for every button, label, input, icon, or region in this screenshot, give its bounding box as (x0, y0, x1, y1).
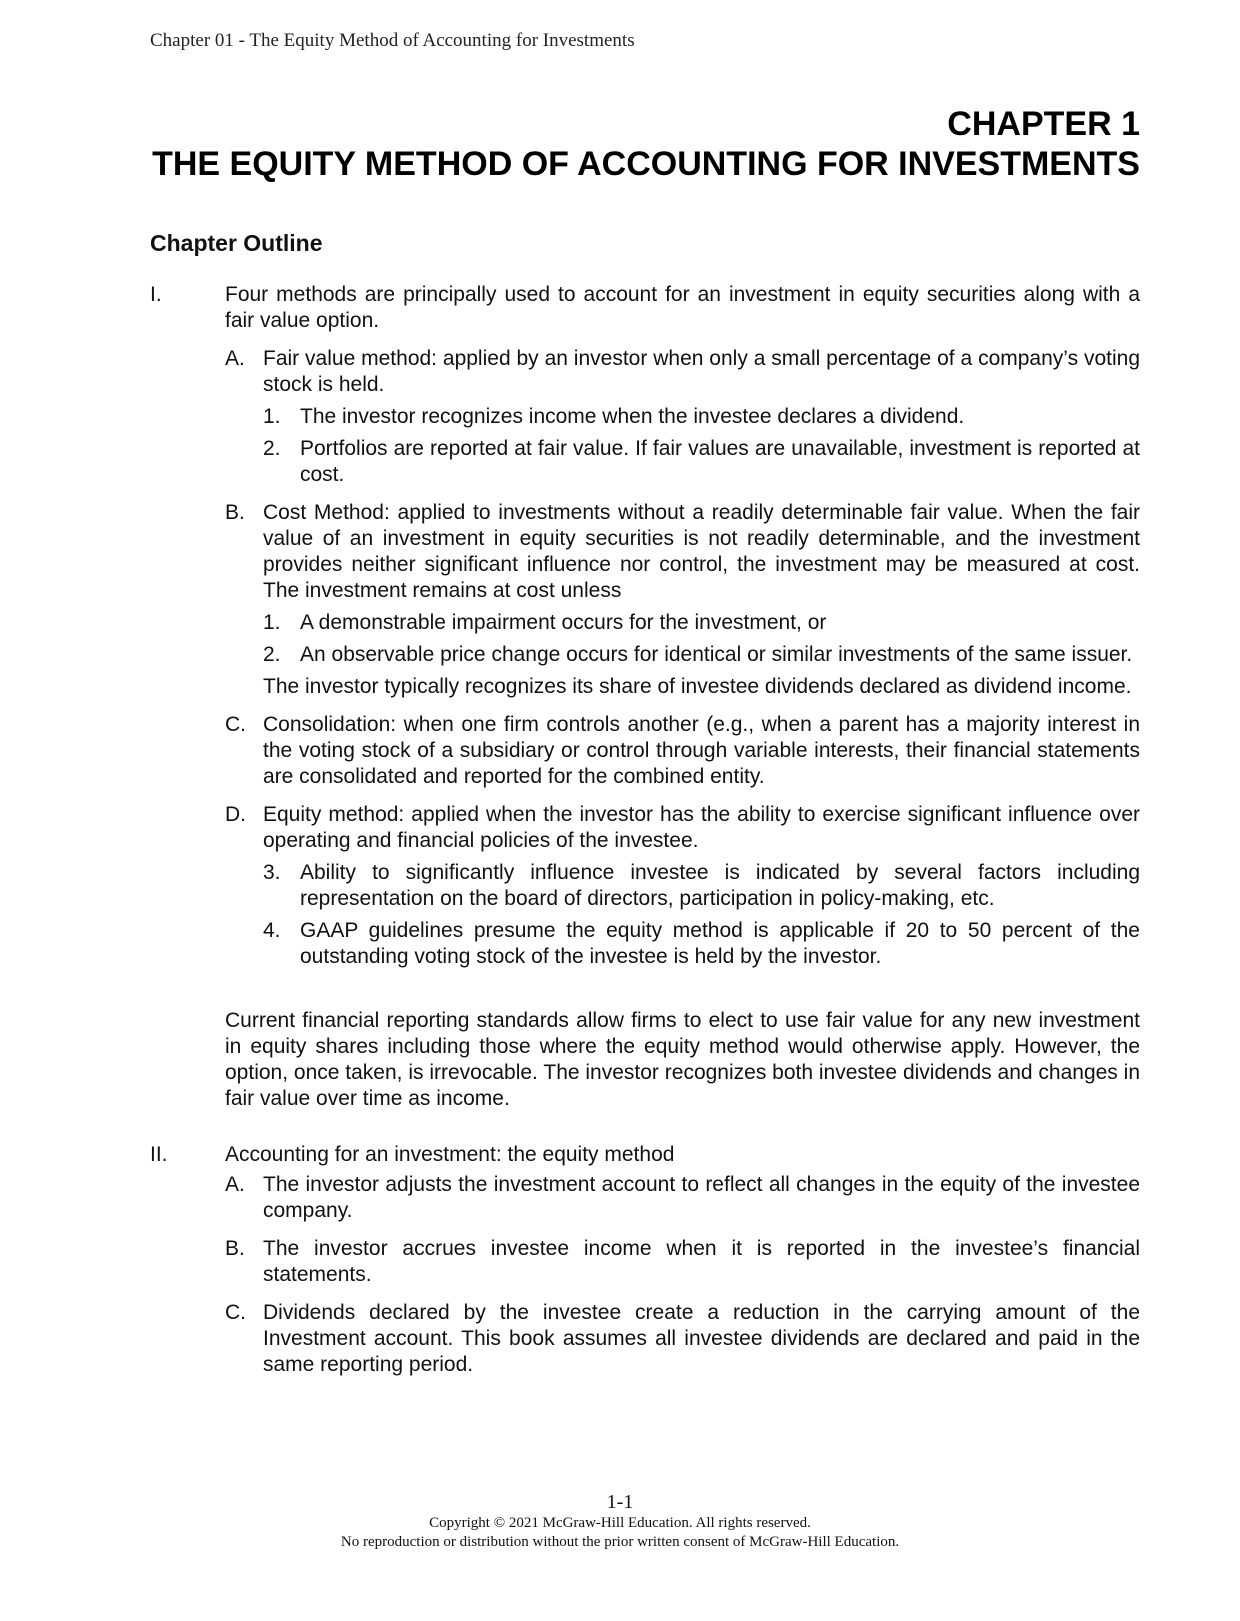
outline-item-1a (150, 346, 1140, 398)
section-1-closing: Current financial reporting standards allow firms to elect to use fair value for any new investment in equity shares including those where the equity method would otherwise apply. However, the option, once taken, is irrevocable. The investor recognizes both investee dividends and changes in fair value over time as income. (225, 1009, 1140, 1110)
page-footer (0, 1490, 1240, 1552)
subitem-text: An observable price change occurs for identical or similar investments of the same issuer. (300, 643, 1133, 666)
item-text: The investor adjusts the investment account to reflect all changes in the equity of the investee company. (263, 1173, 1140, 1222)
subitem-text: The investor recognizes income when the investee declares a dividend. (300, 405, 965, 428)
chapter-number: CHAPTER 1 (947, 105, 1140, 143)
outline-item-2c (150, 1300, 1140, 1378)
subitem-marker: 1. (263, 611, 281, 634)
outline-section-1 (150, 282, 1140, 334)
page-number: 1-1 (606, 1491, 634, 1513)
item-text: Fair value method: applied by an investor when only a small percentage of a company’s voting stock is held. (263, 347, 1140, 396)
item-marker: A. (225, 1173, 245, 1196)
subitem-marker: 2. (263, 643, 281, 666)
item-marker: A. (225, 347, 245, 370)
subitem-marker: 4. (263, 919, 281, 942)
item-marker: B. (225, 1237, 245, 1260)
reproduction-notice: No reproduction or distribution without the prior written consent of McGraw-Hill Education. (340, 1534, 900, 1550)
subitem-text: A demonstrable impairment occurs for the investment, or (300, 611, 827, 634)
outline-subitem (150, 642, 1140, 668)
outline-subitem (150, 610, 1140, 636)
outline-item-2a (150, 1172, 1140, 1224)
item-text: The investor accrues investee income when it is reported in the investee’s financial statements. (263, 1237, 1140, 1286)
item-marker: C. (225, 713, 246, 736)
outline-section-2 (150, 1142, 1140, 1168)
item-text: Dividends declared by the investee create a reduction in the carrying amount of the Investment account. This book assumes all investee dividends are declared and paid in the same reporting period. (263, 1301, 1140, 1376)
running-header: Chapter 01 - The Equity Method of Accounting for Investments (150, 30, 635, 51)
section-text: Four methods are principally used to account for an investment in equity securities along with a fair value option. (225, 283, 1140, 332)
item-marker: B. (225, 501, 245, 524)
outline-subitem (150, 918, 1140, 970)
outline-subitem (150, 436, 1140, 488)
chapter-title (152, 104, 1140, 184)
item-text: Consolidation: when one firm controls another (e.g., when a parent has a majority interest in the voting stock of a subsidiary or control through variable interests, their financial statements are consolidated and reported for the combined entity. (263, 713, 1140, 788)
item-1b-closing: The investor typically recognizes its share of investee dividends declared as dividend income. (263, 675, 1132, 698)
chapter-name: THE EQUITY METHOD OF ACCOUNTING FOR INVESTMENTS (152, 145, 1140, 183)
outline-item-1b (150, 500, 1140, 604)
subitem-text: GAAP guidelines presume the equity method is applicable if 20 to 50 percent of the outstanding voting stock of the investee is held by the investor. (300, 919, 1140, 968)
outline-item-1c (150, 712, 1140, 790)
copyright-notice: Copyright © 2021 McGraw-Hill Education. All rights reserved. (429, 1515, 811, 1531)
subitem-text: Ability to significantly influence investee is indicated by several factors including representation on the board of directors, participation in policy-making, etc. (300, 861, 1140, 910)
subitem-marker: 2. (263, 437, 281, 460)
item-marker: C. (225, 1301, 246, 1324)
item-text: Cost Method: applied to investments without a readily determinable fair value. When the fair value of an investment in equity securities is not readily determinable, and the investment provides neither significant influence nor control, the investment may be measured at cost. The investment remains at cost unless (263, 501, 1140, 602)
subitem-marker: 3. (263, 861, 281, 884)
outline-item-1d (150, 802, 1140, 854)
item-text: Equity method: applied when the investor has the ability to exercise significant influence over operating and financial policies of the investee. (263, 803, 1140, 852)
subitem-text: Portfolios are reported at fair value. If fair values are unavailable, investment is reported at cost. (300, 437, 1140, 486)
section-marker: I. (150, 283, 162, 306)
subitem-marker: 1. (263, 405, 281, 428)
outline-item-2b (150, 1236, 1140, 1288)
outline-subitem (150, 860, 1140, 912)
outline-subitem (150, 404, 1140, 430)
section-marker: II. (150, 1143, 168, 1166)
outline-heading: Chapter Outline (150, 230, 323, 256)
section-text: Accounting for an investment: the equity method (225, 1143, 675, 1166)
document-body (150, 230, 1140, 1378)
item-marker: D. (225, 803, 246, 826)
